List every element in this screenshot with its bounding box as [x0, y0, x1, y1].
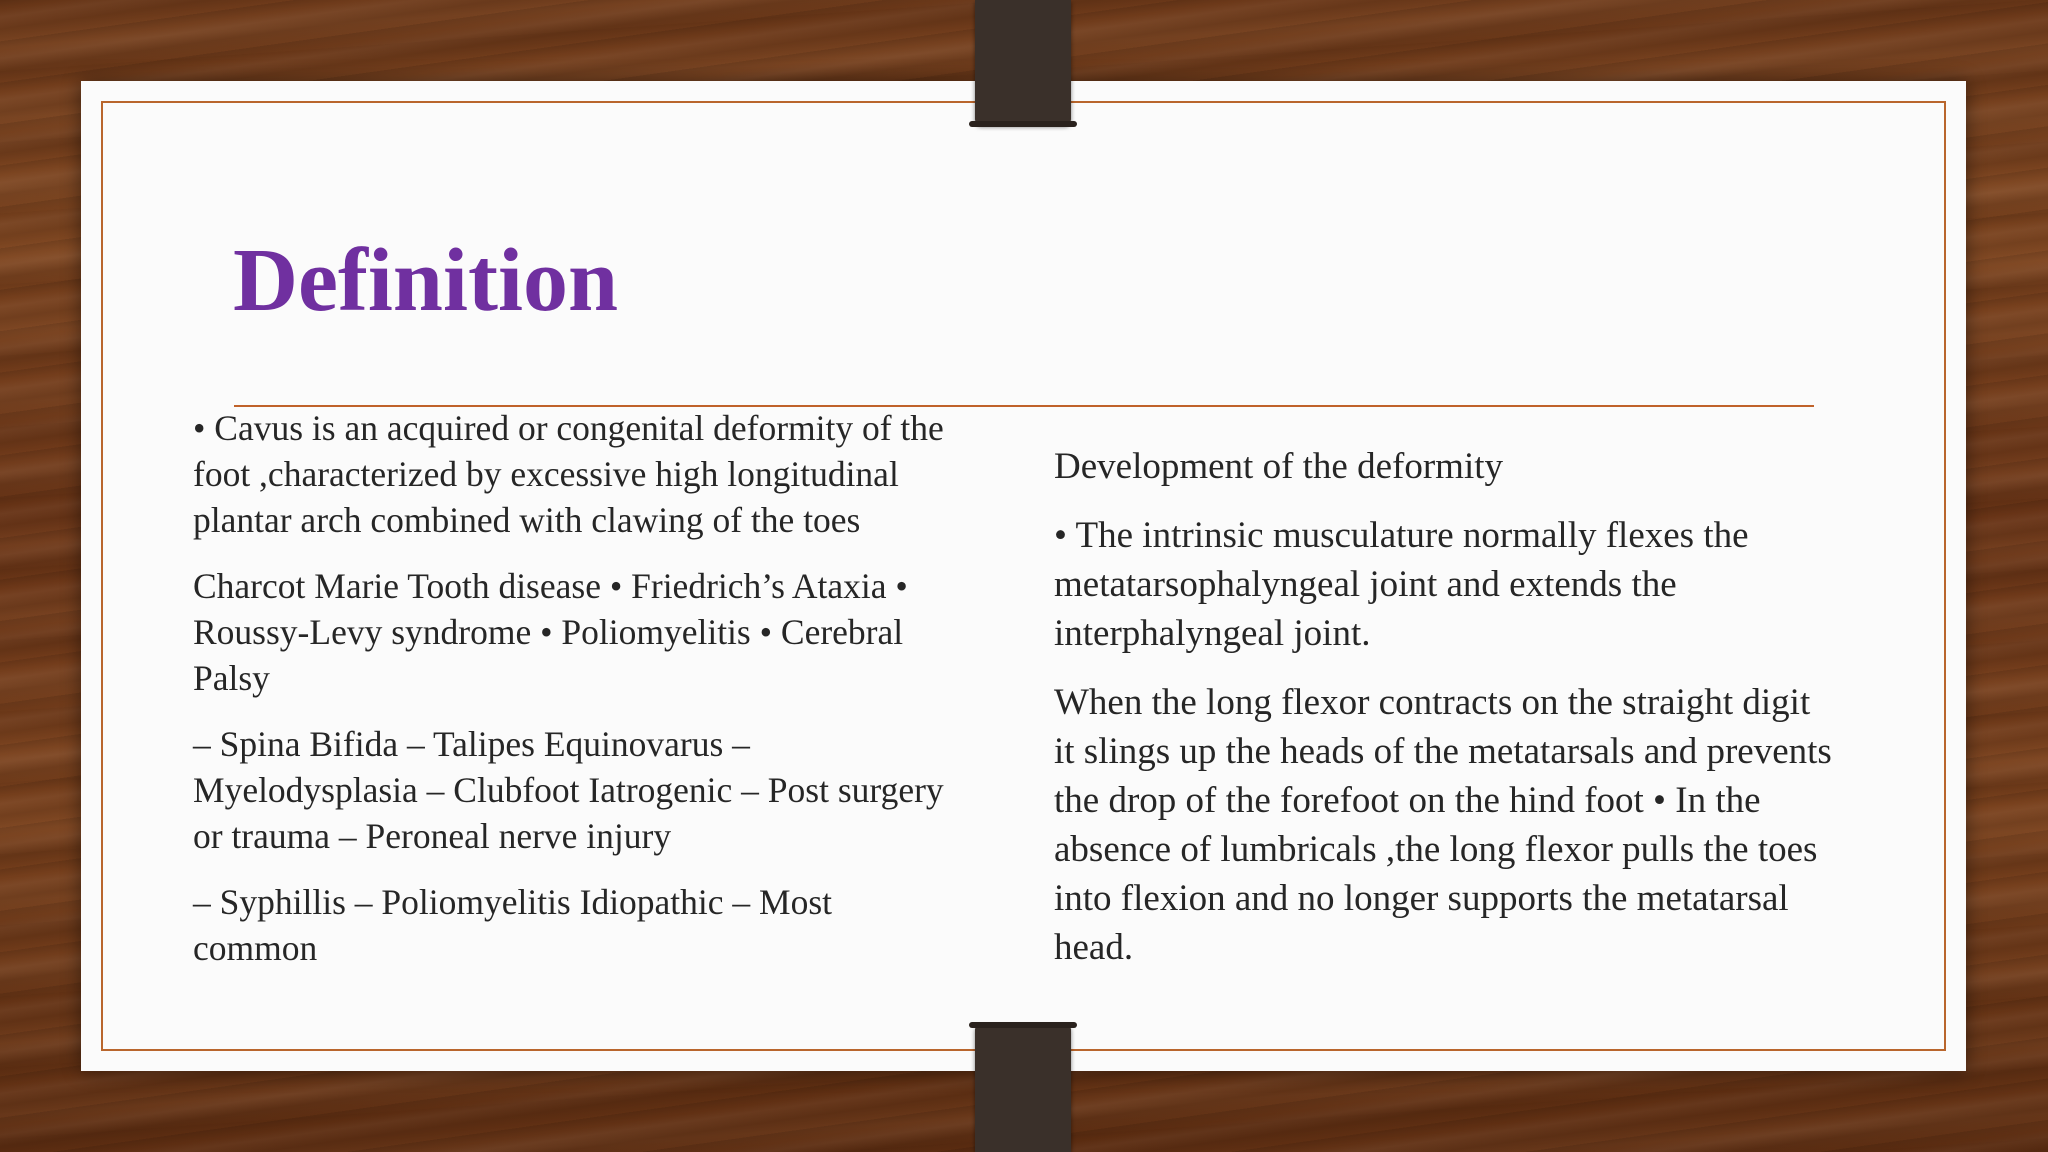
- left-paragraph-definition: • Cavus is an acquired or congenital deformity of the foot ,characterized by excessive high longitudinal plantar arch combined with clawing of the toes: [193, 408, 944, 540]
- left-paragraph-neuro-causes: Charcot Marie Tooth disease • Friedrich’s Ataxia • Roussy-Levy syndrome • Poliomyelitis • Cerebral Palsy: [193, 566, 908, 698]
- right-paragraph-intrinsic: • The intrinsic musculature normally flexes the metatarsophalyngeal joint and extends the interphalyngeal joint.: [1054, 515, 1749, 654]
- binder-clip-bottom-lip: [969, 1022, 1077, 1028]
- left-text-column: [193, 405, 963, 971]
- left-paragraph-other-causes: – Syphillis – Poliomyelitis Idiopathic – Most common: [193, 882, 833, 968]
- left-paragraph-congenital-causes: – Spina Bifida – Talipes Equinovarus – Myelodysplasia – Clubfoot Iatrogenic – Post surgery or trauma – Peroneal nerve injury: [193, 724, 944, 856]
- binder-clip-top-lip: [969, 121, 1077, 127]
- right-text-column: [1054, 442, 1834, 972]
- right-paragraph-long-flexor: When the long flexor contracts on the straight digit it slings up the heads of the metatarsals and prevents the drop of the forefoot on the hind foot • In the absence of lumbricals ,the long flexor pulls the toes into flexion and no longer supports the metatarsal head.: [1054, 682, 1832, 968]
- slide-title: Definition: [233, 231, 619, 330]
- binder-clip-top: [975, 0, 1071, 125]
- binder-clip-bottom: [975, 1024, 1071, 1152]
- right-paragraph-heading: Development of the deformity: [1054, 446, 1504, 487]
